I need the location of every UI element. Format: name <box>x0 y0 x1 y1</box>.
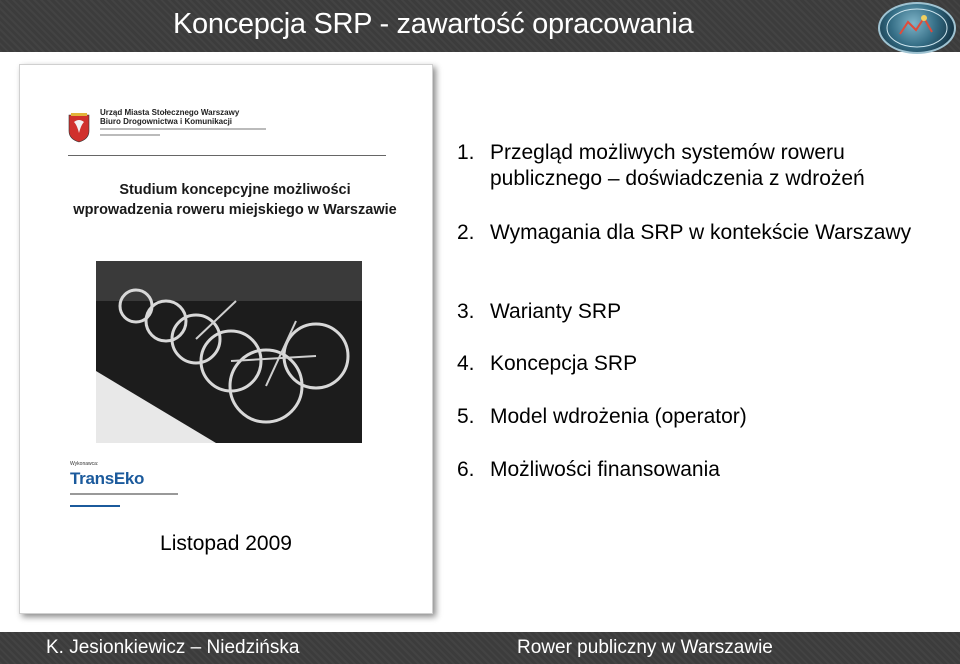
agenda-number: 5. <box>457 405 475 428</box>
agenda-number: 6. <box>457 458 475 481</box>
agenda-number: 3. <box>457 300 475 323</box>
footer-topic: Rower publiczny w Warszawie <box>517 637 773 658</box>
study-title: Studium koncepcyjne możliwości wprowadzenia roweru miejskiego w Warszawie <box>73 182 397 218</box>
document-cover <box>19 64 433 614</box>
footer-author: K. Jesionkiewicz – Niedzińska <box>46 637 300 658</box>
agenda-text: Wymagania dla SRP w kontekście Warszawy <box>490 221 912 244</box>
agenda-text: Model wdrożenia (operator) <box>490 405 747 428</box>
agenda-number: 1. <box>457 141 475 164</box>
contractor-address-pictogram <box>70 490 180 502</box>
slide-title: Koncepcja SRP - zawartość opracowania <box>173 8 694 40</box>
warsaw-crest-icon <box>68 113 90 143</box>
header-divider <box>68 155 386 156</box>
office-address-pictogram <box>100 126 400 142</box>
globe-logo-icon <box>878 2 956 54</box>
office-line-1: Urząd Miasta Stołecznego Warszawy <box>100 108 240 117</box>
contractor-block <box>70 461 180 513</box>
agenda-number: 4. <box>457 352 475 375</box>
office-line-2: Biuro Drogownictwa i Komunikacji <box>100 116 233 126</box>
contractor-url-pictogram <box>70 503 180 513</box>
agenda-text: Warianty SRP <box>490 300 622 323</box>
bike-photo <box>96 261 362 443</box>
agenda-number: 2. <box>457 221 475 244</box>
office-info <box>100 109 400 142</box>
agenda-text: Przegląd możliwych systemów roweru publicznego – doświadczenia z wdrożeń <box>490 141 865 190</box>
contractor-name: TransEko <box>70 469 145 488</box>
agenda-text: Możliwości finansowania <box>490 458 720 481</box>
contractor-label: Wykonawca: <box>70 461 99 467</box>
agenda-text: Koncepcja SRP <box>490 352 638 375</box>
document-date: Listopad 2009 <box>160 532 292 555</box>
